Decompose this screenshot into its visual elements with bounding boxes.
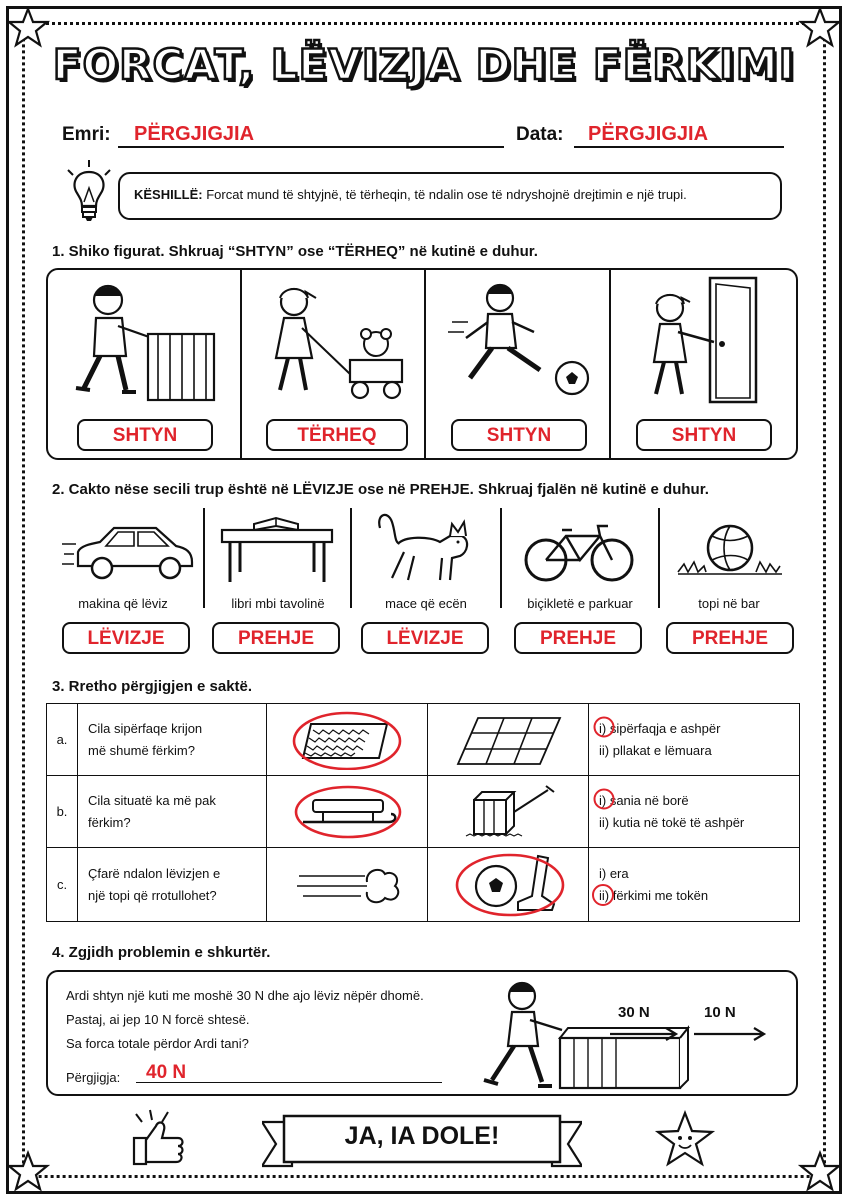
wind-icon: [295, 862, 405, 910]
boy-kicking-ball-icon: [444, 278, 594, 408]
option-image-cell[interactable]: [267, 776, 428, 848]
smiling-star-icon: [654, 1110, 716, 1170]
question-2-title: 2. Cakto nëse secili trup është në LËVIZJE ose në PREHJE. Shkruaj fjalën në kutinë e duhur.: [52, 481, 709, 498]
arrow-right-icon: [692, 1026, 768, 1042]
girl-pulling-wagon-icon: [258, 278, 408, 408]
parked-bicycle-icon: [522, 520, 636, 584]
rough-mat-icon: [291, 710, 403, 770]
force-label-1: 30 N: [618, 1004, 650, 1021]
name-value: PËRGJIGJIA: [134, 123, 255, 145]
star-icon: [798, 1150, 842, 1194]
row-letter: b.: [47, 776, 78, 848]
banner-text: JA, IA DOLE!: [344, 1122, 500, 1150]
answer-circle-icon: [591, 884, 615, 906]
date-value: PËRGJIGJIA: [588, 123, 709, 145]
question-3-table: [46, 703, 800, 922]
q2-answer-box-5[interactable]: PREHJE: [666, 622, 794, 654]
tip-label: KËSHILLË:: [134, 187, 203, 202]
date-label: Data:: [516, 124, 564, 145]
q2-caption-4: biçikletë e parkuar: [527, 596, 633, 611]
q2-caption-1: makina që lëviz: [78, 596, 168, 611]
problem-line-1: Ardi shtyn një kuti me moshë 30 N dhe ajo lëviz nëpër dhomë.: [66, 988, 424, 1003]
q1-answer-box-1[interactable]: SHTYN: [77, 419, 213, 451]
answer-circle-icon: [593, 716, 615, 738]
tip-box: [118, 172, 782, 220]
name-label: Emri:: [62, 124, 111, 145]
option-image-cell[interactable]: [267, 848, 428, 922]
option-image-cell[interactable]: [428, 848, 589, 922]
option-1[interactable]: i) sania në borë: [599, 792, 689, 808]
question-3-title: 3. Rretho përgjigjen e saktë.: [52, 678, 253, 695]
answer-options: [589, 776, 800, 848]
answer-label: Përgjigja:: [66, 1070, 121, 1085]
option-1[interactable]: i) era: [599, 865, 629, 881]
sled-icon: [293, 784, 403, 840]
smooth-tiles-icon: [454, 712, 564, 768]
girl-pushing-door-icon: [630, 274, 780, 408]
q2-answer-box-3[interactable]: LËVIZJE: [361, 622, 489, 654]
worksheet-title: FORCAT, LËVIZJA DHE FËRKIMI: [52, 40, 796, 89]
moving-car-icon: [60, 522, 196, 582]
row-letter: a.: [47, 704, 78, 776]
answer-options: [589, 704, 800, 776]
answer-value: 40 N: [146, 1062, 187, 1083]
row-question: Cila situatë ka më pak fërkim?: [78, 776, 267, 848]
q2-caption-2: libri mbi tavolinë: [231, 596, 325, 611]
q2-caption-3: mace që ecën: [385, 596, 467, 611]
table-row: [47, 704, 800, 776]
q1-answer-box-3[interactable]: SHTYN: [451, 419, 587, 451]
q2-answer-box-2[interactable]: PREHJE: [212, 622, 340, 654]
q2-answer-box-4[interactable]: PREHJE: [514, 622, 642, 654]
question-1-title: 1. Shiko figurat. Shkruaj “SHTYN” ose “TËRHEQ” në kutinë e duhur.: [52, 243, 538, 260]
option-image-cell[interactable]: [428, 704, 589, 776]
table-row: [47, 848, 800, 922]
option-2[interactable]: ii) kutia në tokë të ashpër: [599, 814, 745, 830]
thumbs-up-icon: [128, 1108, 190, 1168]
option-image-cell[interactable]: [428, 776, 589, 848]
foot-stopping-ball-icon: [454, 852, 566, 918]
q2-caption-5: topi në bar: [698, 596, 760, 611]
star-icon: [6, 1150, 50, 1194]
option-2[interactable]: ii) fërkimi me tokën: [599, 887, 709, 903]
option-image-cell[interactable]: [267, 704, 428, 776]
answer-options: [589, 848, 800, 922]
row-letter: c.: [47, 848, 78, 922]
problem-line-2: Pastaj, ai jep 10 N forcë shtesë.: [66, 1012, 250, 1027]
walking-cat-icon: [374, 508, 478, 586]
force-label-2: 10 N: [704, 1004, 736, 1021]
table-row: [47, 776, 800, 848]
arrow-right-icon: [608, 1026, 680, 1042]
boy-pushing-crate-icon: [66, 278, 226, 408]
book-on-table-icon: [218, 510, 336, 584]
answer-circle-icon: [593, 788, 615, 810]
q1-answer-box-2[interactable]: TËRHEQ: [266, 419, 408, 451]
light-bulb-icon: [60, 158, 118, 226]
question-4-title: 4. Zgjidh problemin e shkurtër.: [52, 944, 271, 961]
problem-line-3: Sa forca totale përdor Ardi tani?: [66, 1036, 249, 1051]
ball-on-grass-icon: [676, 516, 786, 584]
q2-answer-box-1[interactable]: LËVIZJE: [62, 622, 190, 654]
tip-text: Forcat mund të shtyjnë, të tërheqin, të ndalin ose të ndryshojnë drejtimin e një trupi.: [202, 187, 687, 202]
row-question: Cila sipërfaqe krijon më shumë fërkim?: [78, 704, 267, 776]
option-2[interactable]: ii) pllakat e lëmuara: [599, 742, 712, 758]
q1-answer-box-4[interactable]: SHTYN: [636, 419, 772, 451]
box-on-ground-icon: [464, 782, 564, 842]
row-question: Çfarë ndalon lëvizjen e një topi që rrotullohet?: [78, 848, 267, 922]
option-1[interactable]: i) sipërfaqja e ashpër: [599, 720, 721, 736]
